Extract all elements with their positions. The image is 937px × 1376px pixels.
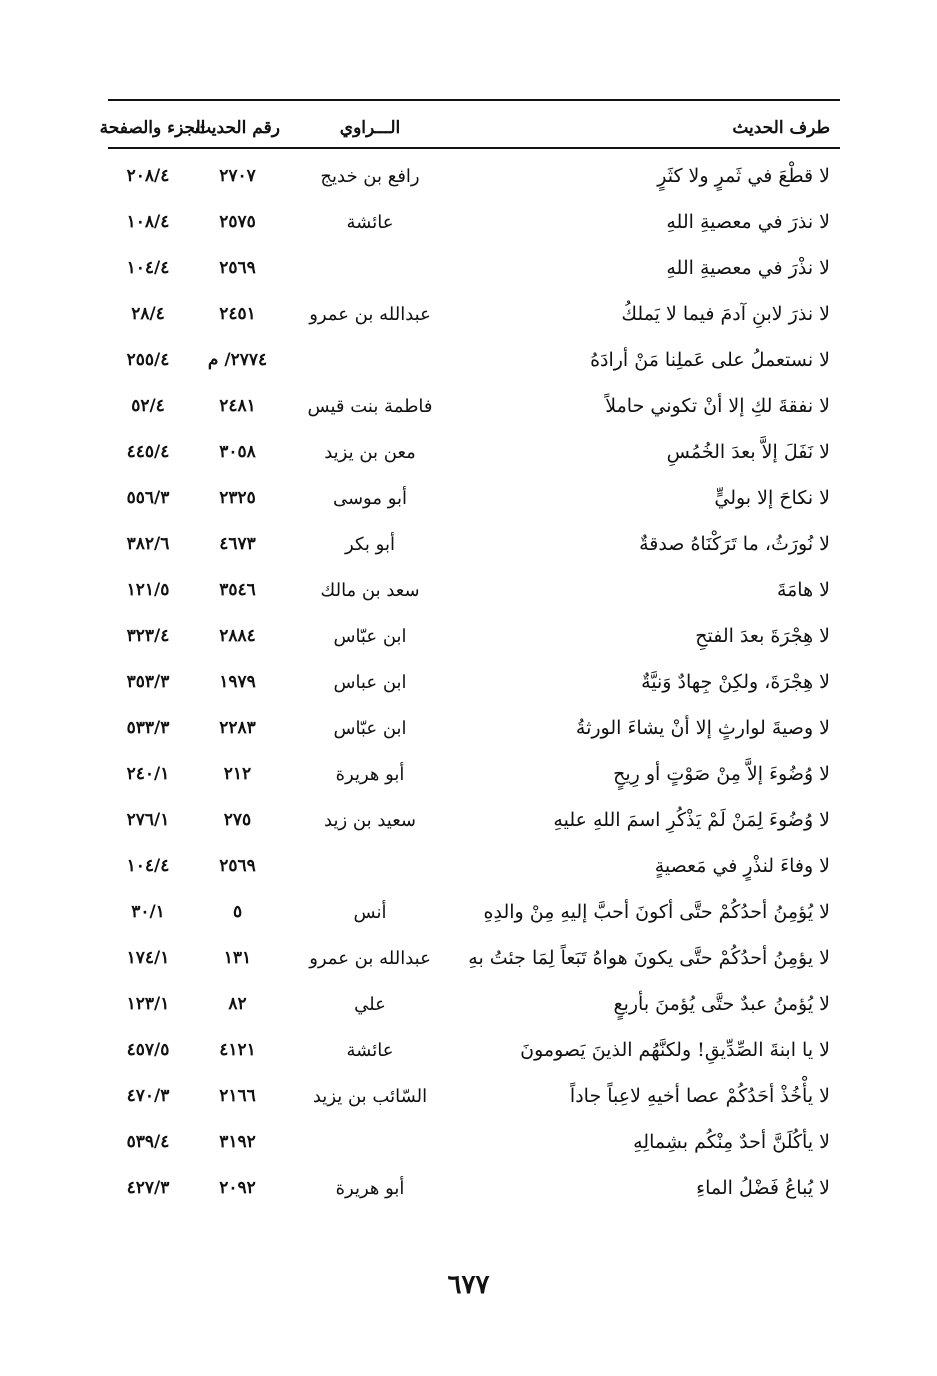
hadith-number: ٣٠٥٨ [219, 442, 256, 462]
hadith-text: لا هامَةَ [776, 579, 830, 601]
narrator: أبو موسى [332, 487, 408, 509]
table-row [108, 245, 840, 291]
narrator: ابن عبّاس [333, 625, 407, 647]
hadith-number: ٢٧٥ [223, 810, 252, 830]
narrator: ابن عباس [333, 671, 407, 693]
hadith-number: ٢٥٦٩ [219, 258, 256, 278]
hadith-text: لا يأْخُذْ أحَدُكُمْ عصا أخيهِ لاعِباً جاداً [569, 1085, 830, 1107]
hadith-text: لا نَفَلَ إلاَّ بعدَ الخُمُسِ [666, 441, 830, 463]
narrator [295, 1119, 445, 1165]
volume-page: ١٧٤/١ [126, 948, 170, 968]
table-row [108, 475, 840, 521]
hadith-number: ٥ [232, 902, 243, 922]
hadith-number: ٣١٩٢ [219, 1132, 256, 1152]
table-row [108, 567, 840, 613]
hadith-number: ٢٤٥١ [219, 304, 256, 324]
table-row [108, 613, 840, 659]
header-narrator: الـــراوي [339, 118, 401, 138]
table-row [108, 1165, 840, 1211]
narrator: أبو هريرة [335, 763, 405, 785]
hadith-number: ٢٤٨١ [219, 396, 256, 416]
hadith-text: لا نستعملُ على عَملِنا مَنْ أرادَهُ [590, 349, 830, 371]
hadith-text: لا نذْرَ في معصيةِ اللهِ [666, 257, 830, 279]
hadith-text: لا يا ابنةَ الصِّدِّيقِ! ولكنَّهُم الذينَ يَصومونَ [520, 1039, 830, 1061]
hadith-text: لا نذرَ في معصيةِ اللهِ [666, 211, 830, 233]
volume-page: ٥٢/٤ [131, 396, 165, 416]
volume-page: ٣٨٢/٦ [126, 534, 170, 554]
volume-page: ٢٧٦/١ [126, 810, 170, 830]
header-hadith-number: رقم الحديث [195, 118, 280, 138]
hadith-number: ٣٥٤٦ [219, 580, 256, 600]
narrator [295, 337, 445, 383]
narrator: ابن عبّاس [333, 717, 407, 739]
hadith-number: ١٣١ [223, 948, 252, 968]
hadith-text: لا نُورَثُ، ما تَرَكْنَاهُ صدقةٌ [639, 533, 830, 555]
volume-page: ٢٨/٤ [131, 304, 165, 324]
hadith-number: ١٩٧٩ [219, 672, 256, 692]
table-row [108, 705, 840, 751]
narrator: سعد بن مالك [320, 579, 420, 601]
volume-page: ٣٢٣/٤ [126, 626, 170, 646]
narrator [295, 245, 445, 291]
volume-page: ١٢٣/١ [126, 994, 170, 1014]
hadith-number: ٢٥٦٩ [219, 856, 256, 876]
volume-page: ٥٣٣/٣ [126, 718, 170, 738]
hadith-number: ٨٢ [228, 994, 247, 1014]
hadith-text: لا وُضُوءَ لِمَنْ لَمْ يَذْكُرِ اسمَ اللهِ عليهِ [553, 809, 830, 831]
hadith-number: ٢٠٩٢ [219, 1178, 256, 1198]
page-number: ٦٧٧ [447, 1270, 490, 1300]
volume-page: ١٢١/٥ [126, 580, 170, 600]
hadith-number: ٤٦٧٣ [219, 534, 256, 554]
volume-page: ٥٣٩/٤ [126, 1132, 170, 1152]
table-row [108, 935, 840, 981]
hadith-text: لا يأكُلَنَّ أحدٌ مِنْكُم بشِمالِهِ [633, 1131, 830, 1153]
hadith-number: ٢٥٧٥ [219, 212, 256, 232]
table-row [108, 1119, 840, 1165]
hadith-text: لا نكاحَ إلا بوليٍّ [714, 487, 830, 509]
table-row [108, 521, 840, 567]
volume-page: ٤٤٥/٤ [126, 442, 170, 462]
header-volume-page: الجزء والصفحة [99, 118, 206, 138]
hadith-number: ٢٧٠٧ [219, 166, 256, 186]
hadith-text: لا قطْعَ في ثَمرٍ ولا كثَرٍ [657, 165, 830, 187]
table-row [108, 291, 840, 337]
narrator [295, 843, 445, 889]
table-row [108, 199, 840, 245]
table-header [99, 112, 840, 144]
table-row [108, 659, 840, 705]
table-row [108, 153, 840, 199]
hadith-text: لا يؤمِنُ أحدُكُمْ حتَّى يكونَ هواهُ تَبَعاً لِمَا جئتُ بهِ [468, 947, 830, 969]
table-row [108, 383, 840, 429]
hadith-text: لا وصيةَ لوارثٍ إلا أنْ يشاءَ الورثةُ [575, 717, 830, 739]
hadith-text: لا يُؤمِنُ أحدُكُمْ حتَّى أكونَ أحبَّ إليهِ مِنْ والدِهِ [483, 901, 830, 923]
narrator: عائشة [346, 211, 394, 233]
header-rule [108, 147, 840, 149]
table-row [108, 797, 840, 843]
narrator: أبو بكر [345, 533, 395, 555]
header-hadith-text: طرف الحديث [732, 118, 830, 138]
volume-page: ٣٠/١ [131, 902, 165, 922]
hadith-number: ٢٨٨٤ [219, 626, 256, 646]
hadith-number: ٤١٢١ [219, 1040, 256, 1060]
table-row [108, 1027, 840, 1073]
volume-page: ١٠٤/٤ [126, 856, 170, 876]
hadith-text: لا وفاءَ لنذْرٍ في مَعصيةٍ [654, 855, 830, 877]
top-rule [108, 99, 840, 101]
narrator: فاطمة بنت قيس [307, 395, 433, 417]
hadith-text: لا يُباعُ فَضْلُ الماءِ [696, 1177, 830, 1199]
hadith-text: لا هِجْرَةَ، ولكِنْ جِهادٌ وَنيَّةٌ [641, 671, 830, 693]
table-row [108, 751, 840, 797]
narrator: أنس [353, 901, 387, 923]
narrator: معن بن يزيد [324, 441, 416, 463]
narrator: عبدالله بن عمرو [309, 303, 431, 325]
hadith-text: لا يُؤمنُ عبدٌ حتَّى يُؤمنَ بأربعٍ [613, 993, 830, 1015]
hadith-text: لا نفقةَ لكِ إلا أنْ تكوني حاملاً [605, 395, 830, 417]
hadith-text: لا هِجْرَةَ بعدَ الفتحِ [695, 625, 830, 647]
narrator: السّائب بن يزيد [312, 1085, 428, 1107]
narrator: علي [354, 993, 386, 1015]
table-row [108, 1073, 840, 1119]
hadith-number: ٢٧٧٤/ م [207, 350, 268, 370]
volume-page: ٢٤٠/١ [126, 764, 170, 784]
volume-page: ١٠٤/٤ [126, 258, 170, 278]
volume-page: ٥٥٦/٣ [126, 488, 170, 508]
table-row [108, 337, 840, 383]
narrator: سعيد بن زيد [324, 809, 416, 831]
hadith-text: لا وُضُوءَ إلاَّ مِنْ صَوْتٍ أو رِيحٍ [613, 763, 830, 785]
table-row [108, 429, 840, 475]
volume-page: ١٠٨/٤ [126, 212, 170, 232]
narrator: أبو هريرة [335, 1177, 405, 1199]
volume-page: ٢٥٥/٤ [126, 350, 170, 370]
hadith-number: ٢٢٨٣ [219, 718, 256, 738]
table-row [108, 843, 840, 889]
table-row [108, 889, 840, 935]
volume-page: ٤٥٧/٥ [126, 1040, 170, 1060]
narrator: رافع بن خديج [320, 165, 420, 187]
volume-page: ٤٢٧/٣ [126, 1178, 170, 1198]
hadith-number: ٢١٢ [223, 764, 252, 784]
volume-page: ٣٥٣/٣ [126, 672, 170, 692]
hadith-number: ٢٣٢٥ [219, 488, 256, 508]
table-row [108, 981, 840, 1027]
hadith-number: ٢١٦٦ [219, 1086, 256, 1106]
hadith-text: لا نذرَ لابنِ آدمَ فيما لا يَملكُ [621, 303, 830, 325]
narrator: عائشة [346, 1039, 394, 1061]
narrator: عبدالله بن عمرو [309, 947, 431, 969]
volume-page: ٢٠٨/٤ [126, 166, 170, 186]
volume-page: ٤٧٠/٣ [126, 1086, 170, 1106]
